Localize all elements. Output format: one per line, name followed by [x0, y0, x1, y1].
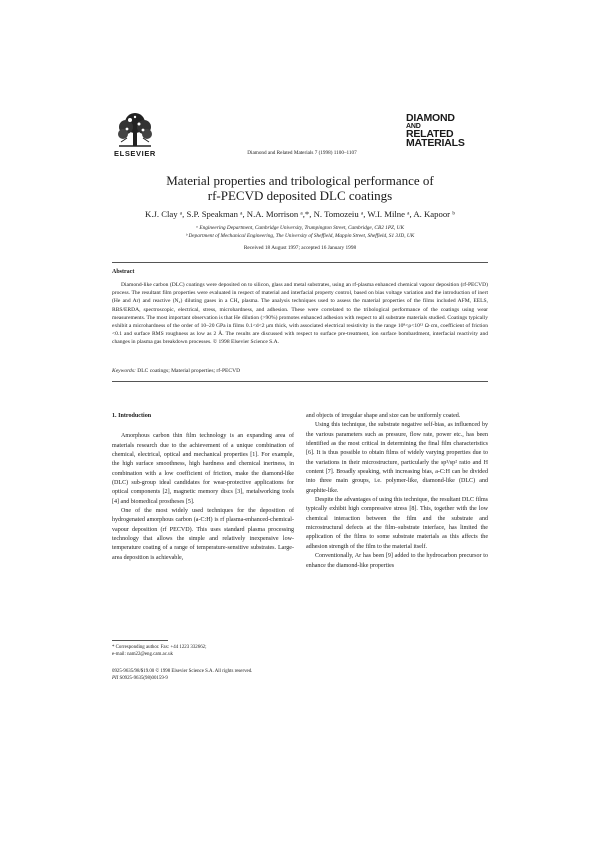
journal-logo-line: AND	[406, 123, 421, 130]
body-paragraph: Despite the advantages of using this technique, the resultant DLC films typically exhibit high compressive stress [8]. This, together with the low chemical interaction between the film and the substrate and microstructural defects at the film–substrate interface, has limited the application of the films to some substrate materials as this affects the adhesion strength of the film to the material itself.	[306, 497, 488, 550]
section-heading: 1. Introduction	[112, 413, 152, 419]
article-title	[100, 173, 500, 203]
body-paragraph: and objects of irregular shape and size can be uniformly coated.	[306, 413, 461, 419]
body-column-right	[306, 412, 488, 571]
footnote-corresponding: * Corresponding author. Fax: +44 1223 332662;	[112, 645, 207, 650]
publisher-name: ELSEVIER	[114, 149, 156, 158]
body-paragraph: Using this technique, the substrate negative self-bias, as influenced by the various parameters such as pressure, flow rate, power etc., has been identified as the most critical in determining the final film characteristics [6]. It is thus possible to obtain films of widely varying properties due to the variations in their microstructure, particularly the sp³/sp² ratio and H content [7]. Broadly speaking, with increasing bias, a-C:H can be divided into three main groups, i.e. polymer-like, diamond-like (DLC) and graphite-like.	[306, 422, 488, 494]
footnote-divider	[112, 640, 168, 641]
journal-citation: Diamond and Related Materials 7 (1998) 1100–1107	[247, 150, 357, 156]
divider	[112, 262, 488, 263]
title-line: Material properties and tribological performance of	[166, 173, 434, 188]
affiliations	[80, 224, 520, 240]
author-list: K.J. Clay ᵃ, S.P. Speakman ᵃ, N.A. Morrison ᵃ,*, N. Tomozeiu ᵃ, W.I. Milne ᵃ, A. Kapoor ᵇ	[145, 209, 455, 219]
body-paragraph: Conventionally, Ar has been [9] added to the hydrocarbon precursor to enhance the diamond-like properties	[306, 553, 488, 569]
elsevier-tree-icon	[115, 112, 155, 148]
journal-logo-line: DIAMOND	[406, 112, 455, 124]
journal-logo	[406, 114, 488, 148]
body-paragraph: One of the most widely used techniques for the deposition of hydrogenated amorphous carbon (a-C:H) is rf plasma-enhanced-chemical-vapour deposition (rf PECVD). This uses standard plasma processing technology that allows the simple and relatively inexpensive low-temperature coating of a range of temperature-sensitive substrates. Large-area deposition is achievable,	[112, 508, 294, 561]
divider	[112, 381, 488, 382]
journal-header	[112, 112, 488, 160]
body-column-left	[112, 412, 294, 563]
abstract-text: Diamond-like carbon (DLC) coatings were deposited on to silicon, glass and metal substrates, using an rf-plasma enhanced chemical vapour deposition (rf-PECVD) process. The resultant film properties were evaluated in respect of material and interfacial property control, based on bias voltage variation and the introduction of inert (He and Ar) and reactive (N₂) diluting gases in a CH₄ plasma. The analysis techniques used to assess the material properties of the films included AFM, EELS, RBS/ERDA, spectroscopic, electrical, stress, microhardness, and adhesion. These were correlated to the tribological performance of the coatings using wear measurements. The most important observation is that He dilution (>90%) promotes enhanced adhesion with respect to all substrate materials studied. Coatings typically exhibit a microhardness of the order of 10–20 GPa in films 0.1<d<2 μm thick, with associated electrical resistivity in the range 10⁸<ρ<10¹² Ω·cm, coefficient of friction <0.1 and surface RMS roughness as low as 2 Å. The results are discussed with respect to surface pre-treatment, ion surface bombardment, interfacial reactivity and changes in plasma gas breakdown processes. © 1998 Elsevier Science S.A.	[112, 282, 488, 346]
pii-line	[112, 675, 294, 682]
abstract-heading: Abstract	[112, 269, 135, 275]
corresponding-author-footnote	[112, 644, 294, 658]
affiliation-b: ᵇ Department of Mechanical Engineering, The University of Sheffield, Mappin Street, Sheffield, S1 3JD, UK	[185, 233, 415, 239]
pii-label: PII	[112, 676, 119, 681]
issn-line: 0925-9635/98/$19.00 © 1998 Elsevier Science S.A. All rights reserved.	[112, 669, 253, 674]
affiliation-a: ᵃ Engineering Department, Cambridge University, Trumpington Street, Cambridge, CB2 1PZ, UK	[195, 225, 405, 231]
title-line: rf-PECVD deposited DLC coatings	[207, 188, 393, 203]
keywords-list: DLC coatings; Material properties; rf-PECVD	[137, 368, 241, 374]
publisher-logo	[112, 112, 158, 160]
journal-logo-line: MATERIALS	[406, 137, 465, 149]
received-dates: Received 18 August 1997; accepted 16 January 1998	[243, 245, 357, 251]
footnote-email: e-mail: nam22@eng.cam.ac.uk	[112, 652, 173, 657]
journal-logo-line: RELATED	[406, 128, 454, 140]
body-paragraph: Amorphous carbon thin film technology is an expanding area of materials research due to the achievement of a unique combination of chemical, electrical, optical and mechanical properties [1]. For example, the high surface smoothness, high hardness and chemical inertness, in combination with a low coefficient of friction, make the diamond-like (DLC) sub-group ideal candidates for wear-protective applications for optical components [2], magnetic memory discs [3], metalworking tools [4] and biomedical prostheses [5].	[112, 433, 294, 505]
copyright-block	[112, 668, 294, 682]
pii-value: S0925-9635(98)00159-9	[119, 676, 168, 681]
keywords-label: Keywords:	[112, 368, 136, 374]
keywords	[112, 368, 488, 374]
